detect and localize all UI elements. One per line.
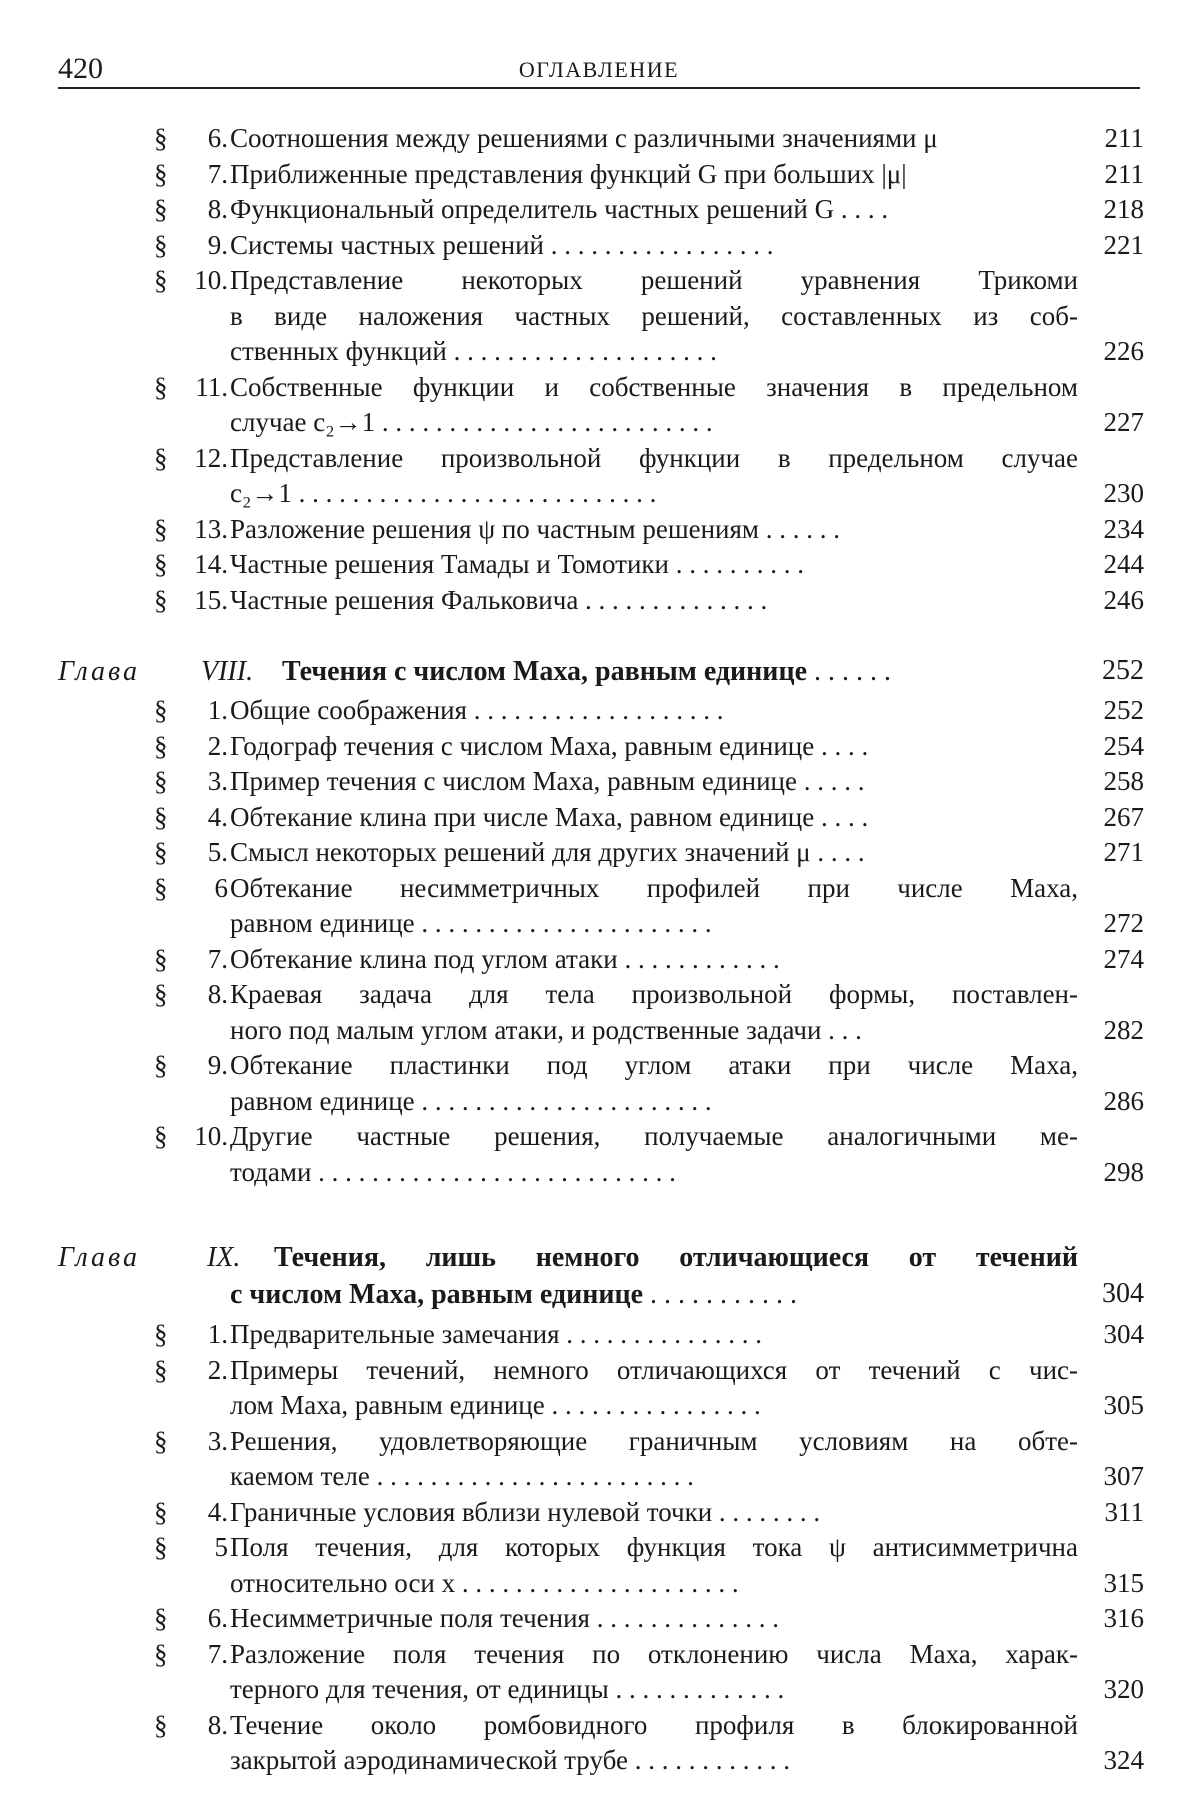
section-symbol: § bbox=[154, 229, 168, 260]
section-number: 1. bbox=[207, 695, 228, 725]
section-symbol: § bbox=[154, 1425, 168, 1456]
section-page: 267 bbox=[1103, 801, 1144, 832]
leader-dots: . . . . . . bbox=[807, 656, 891, 687]
section-number: 3. bbox=[207, 1425, 228, 1456]
chapter-title-text: Течения с числом Маха, равным единице bbox=[282, 656, 807, 687]
section-page: 320 bbox=[1103, 1674, 1144, 1704]
section-title-line: Частные решения Тамады и Томотики . . . . . . . . . . bbox=[230, 549, 804, 579]
section-number: 10. bbox=[194, 265, 228, 295]
section-symbol: § bbox=[154, 194, 168, 224]
section-symbol: § bbox=[154, 872, 168, 903]
section-symbol: § bbox=[154, 766, 168, 796]
section-page: 298 bbox=[1103, 1156, 1144, 1187]
section-number: 9. bbox=[207, 1050, 228, 1080]
section-page: 227 bbox=[1103, 407, 1144, 437]
section-page: 272 bbox=[1103, 908, 1144, 938]
section-page: 211 bbox=[1104, 123, 1144, 153]
section-title-line: Представление произвольной функции в предельном случае bbox=[230, 442, 1078, 473]
section-number: 13. bbox=[194, 513, 228, 544]
section-title-line: Общие соображения . . . . . . . . . . . . . . . . . . . bbox=[230, 695, 724, 725]
section-title-line: ного под малым углом атаки, и родственные задачи . . . bbox=[230, 1014, 862, 1045]
section-title-line: Граничные условия вблизи нулевой точки . . . . . . . . bbox=[230, 1496, 821, 1527]
section-symbol: § bbox=[154, 513, 168, 544]
section-number: 14. bbox=[194, 549, 228, 579]
section-symbol: § bbox=[154, 801, 168, 832]
section-number: 5. bbox=[207, 837, 228, 867]
section-number: 8. bbox=[207, 979, 228, 1009]
section-title-line: относительно оси x . . . . . . . . . . . . . . . . . . . . . bbox=[230, 1567, 739, 1598]
section-title-line: Пример течения с числом Маха, равным единице . . . . . bbox=[230, 766, 865, 796]
running-header bbox=[58, 52, 1140, 86]
section-number: 8. bbox=[207, 194, 228, 224]
section-page: 316 bbox=[1103, 1603, 1144, 1633]
section-number: 7. bbox=[207, 943, 228, 974]
chapter-title-line bbox=[274, 1240, 1078, 1276]
section-title-line: Системы частных решений . . . . . . . . . . . . . . . . . bbox=[230, 229, 774, 260]
section-number: 5 bbox=[214, 1532, 228, 1562]
section-title-line: Приближенные представления функций G при больших |μ| bbox=[230, 158, 907, 189]
section-page: 252 bbox=[1103, 695, 1144, 725]
section-page: 226 bbox=[1103, 336, 1144, 366]
chapter-page: 252 bbox=[1102, 655, 1144, 686]
section-number: 6. bbox=[207, 1603, 228, 1633]
section-symbol: § bbox=[154, 1354, 168, 1385]
section-number: 2. bbox=[207, 730, 228, 761]
section-title-line: Функциональный определитель частных решений G . . . . bbox=[230, 194, 889, 224]
section-title-line: каемом теле . . . . . . . . . . . . . . . . . . . . . . . . bbox=[230, 1461, 694, 1491]
section-title-line: Обтекание клина при числе Маха, равном единице . . . . bbox=[230, 801, 869, 832]
section-page: 258 bbox=[1103, 766, 1144, 796]
section-number: 4. bbox=[207, 1496, 228, 1527]
section-title-line: Несимметричные поля течения . . . . . . . . . . . . . . bbox=[230, 1603, 779, 1633]
section-title-line: Обтекание пластинки под углом атаки при числе Маха, bbox=[230, 1050, 1078, 1080]
section-title-line: тодами . . . . . . . . . . . . . . . . . . . . . . . . . . . bbox=[230, 1156, 676, 1187]
chapter-number: IX. bbox=[207, 1242, 241, 1273]
section-symbol: § bbox=[154, 695, 168, 725]
chapter-label: Глава bbox=[58, 1242, 140, 1273]
section-title-line: Краевая задача для тела произвольной формы, поставлен- bbox=[230, 979, 1078, 1009]
section-title-line: Собственные функции и собственные значения в предельном bbox=[230, 371, 1078, 402]
chapter-title-text: с числом Маха, равным единице bbox=[230, 1279, 644, 1310]
section-title-line: Поля течения, для которых функция тока ψ антисимметрична bbox=[230, 1532, 1078, 1562]
section-title-line: равном единице . . . . . . . . . . . . . . . . . . . . . . bbox=[230, 908, 712, 938]
section-title-line: Частные решения Фальковича . . . . . . . . . . . . . . bbox=[230, 584, 768, 615]
section-title-line: Обтекание несимметричных профилей при числе Маха, bbox=[230, 872, 1078, 903]
section-symbol: § bbox=[154, 1319, 168, 1349]
section-title-line: Разложение решения ψ по частным решениям . . . . . . bbox=[230, 513, 840, 544]
section-symbol: § bbox=[154, 549, 168, 579]
section-title-line: лом Маха, равным единице . . . . . . . . . . . . . . . . bbox=[230, 1390, 761, 1420]
section-title-line: Предварительные замечания . . . . . . . . . . . . . . . bbox=[230, 1319, 763, 1349]
section-number: 6. bbox=[207, 123, 228, 153]
section-number: 2. bbox=[207, 1354, 228, 1385]
section-page: 234 bbox=[1103, 513, 1144, 544]
section-page: 221 bbox=[1103, 229, 1144, 260]
section-page: 307 bbox=[1103, 1461, 1144, 1491]
section-page: 274 bbox=[1103, 943, 1144, 974]
header-rule bbox=[58, 87, 1140, 89]
section-title-line: ственных функций . . . . . . . . . . . . . . . . . . . . bbox=[230, 336, 717, 366]
section-symbol: § bbox=[154, 979, 168, 1009]
section-number: 3. bbox=[207, 766, 228, 796]
section-number: 9. bbox=[207, 229, 228, 260]
section-page: 324 bbox=[1103, 1745, 1144, 1775]
section-symbol: § bbox=[154, 943, 168, 974]
section-number: 6 bbox=[214, 872, 228, 903]
chapter-number: VIII. bbox=[201, 656, 254, 687]
section-title-line: Примеры течений, немного отличающихся от течений с чис- bbox=[230, 1354, 1078, 1385]
section-title-line: равном единице . . . . . . . . . . . . . . . . . . . . . . bbox=[230, 1085, 712, 1116]
section-page: 311 bbox=[1104, 1496, 1144, 1527]
running-title: ОГЛАВЛЕНИЕ bbox=[518, 57, 680, 82]
section-page: 246 bbox=[1103, 584, 1144, 615]
section-symbol: § bbox=[154, 1532, 168, 1562]
section-number: 7. bbox=[207, 1638, 228, 1669]
section-symbol: § bbox=[154, 730, 168, 761]
section-title-line: закрытой аэродинамической трубе . . . . . . . . . . . . bbox=[230, 1745, 790, 1775]
section-number: 7. bbox=[207, 158, 228, 189]
section-symbol: § bbox=[154, 371, 168, 402]
section-number: 4. bbox=[207, 801, 228, 832]
section-title-line: Годограф течения с числом Маха, равным единице . . . . bbox=[230, 730, 869, 761]
section-number: 8. bbox=[207, 1709, 228, 1740]
leader-dots: . . . . . . . . . . . bbox=[643, 1279, 798, 1310]
section-number: 11. bbox=[195, 371, 228, 402]
section-page: 271 bbox=[1103, 837, 1144, 867]
section-page: 286 bbox=[1103, 1085, 1144, 1116]
section-number: 1. bbox=[207, 1319, 228, 1349]
section-symbol: § bbox=[154, 1496, 168, 1527]
chapter-label: Глава bbox=[58, 656, 140, 687]
section-page: 305 bbox=[1103, 1390, 1144, 1420]
chapter-title-text: Течения, лишь немного отличающиеся от течений bbox=[274, 1242, 1078, 1273]
section-symbol: § bbox=[154, 158, 168, 189]
section-symbol: § bbox=[154, 1050, 168, 1080]
section-page: 254 bbox=[1103, 730, 1144, 761]
chapter-title-line bbox=[282, 654, 1078, 690]
chapter-title-line bbox=[230, 1277, 1078, 1313]
section-title-line: Решения, удовлетворяющие граничным условиям на обте- bbox=[230, 1425, 1078, 1456]
section-symbol: § bbox=[154, 123, 168, 153]
section-page: 282 bbox=[1103, 1014, 1144, 1045]
section-title-line: Течение около ромбовидного профиля в блокированной bbox=[230, 1709, 1078, 1740]
section-title-line: Разложение поля течения по отклонению числа Маха, харак- bbox=[230, 1638, 1078, 1669]
section-title-line: Обтекание клина под углом атаки . . . . . . . . . . . . bbox=[230, 943, 780, 974]
chapter-page: 304 bbox=[1102, 1278, 1144, 1309]
section-page: 244 bbox=[1103, 549, 1144, 579]
section-page: 315 bbox=[1103, 1567, 1144, 1598]
page-number: 420 bbox=[58, 52, 103, 85]
section-title-line: Другие частные решения, получаемые аналогичными ме- bbox=[230, 1121, 1078, 1151]
section-symbol: § bbox=[154, 1709, 168, 1740]
section-symbol: § bbox=[154, 837, 168, 867]
section-title-line: Представление некоторых решений уравнения Трикоми bbox=[230, 265, 1078, 295]
section-title-line: c₂→1 . . . . . . . . . . . . . . . . . . . . . . . . . . . bbox=[230, 478, 657, 508]
section-symbol: § bbox=[154, 1638, 168, 1669]
section-symbol: § bbox=[154, 1121, 168, 1151]
section-symbol: § bbox=[154, 1603, 168, 1633]
section-symbol: § bbox=[154, 584, 168, 615]
section-title-line: Соотношения между решениями с различными значениями μ bbox=[230, 123, 938, 153]
section-title-line: в виде наложения частных решений, составленных из соб- bbox=[230, 300, 1078, 331]
section-number: 12. bbox=[194, 442, 228, 473]
section-title-line: терного для течения, от единицы . . . . . . . . . . . . . bbox=[230, 1674, 785, 1704]
section-symbol: § bbox=[154, 265, 168, 295]
section-page: 218 bbox=[1103, 194, 1144, 224]
section-page: 304 bbox=[1103, 1319, 1144, 1349]
section-title-line: Смысл некоторых решений для других значений μ . . . . bbox=[230, 837, 865, 867]
section-title-line: случае c₂→1 . . . . . . . . . . . . . . . . . . . . . . . . . bbox=[230, 407, 713, 437]
section-page: 211 bbox=[1104, 158, 1144, 189]
section-symbol: § bbox=[154, 442, 168, 473]
section-page: 230 bbox=[1103, 478, 1144, 508]
section-number: 10. bbox=[194, 1121, 228, 1151]
section-number: 15. bbox=[194, 584, 228, 615]
